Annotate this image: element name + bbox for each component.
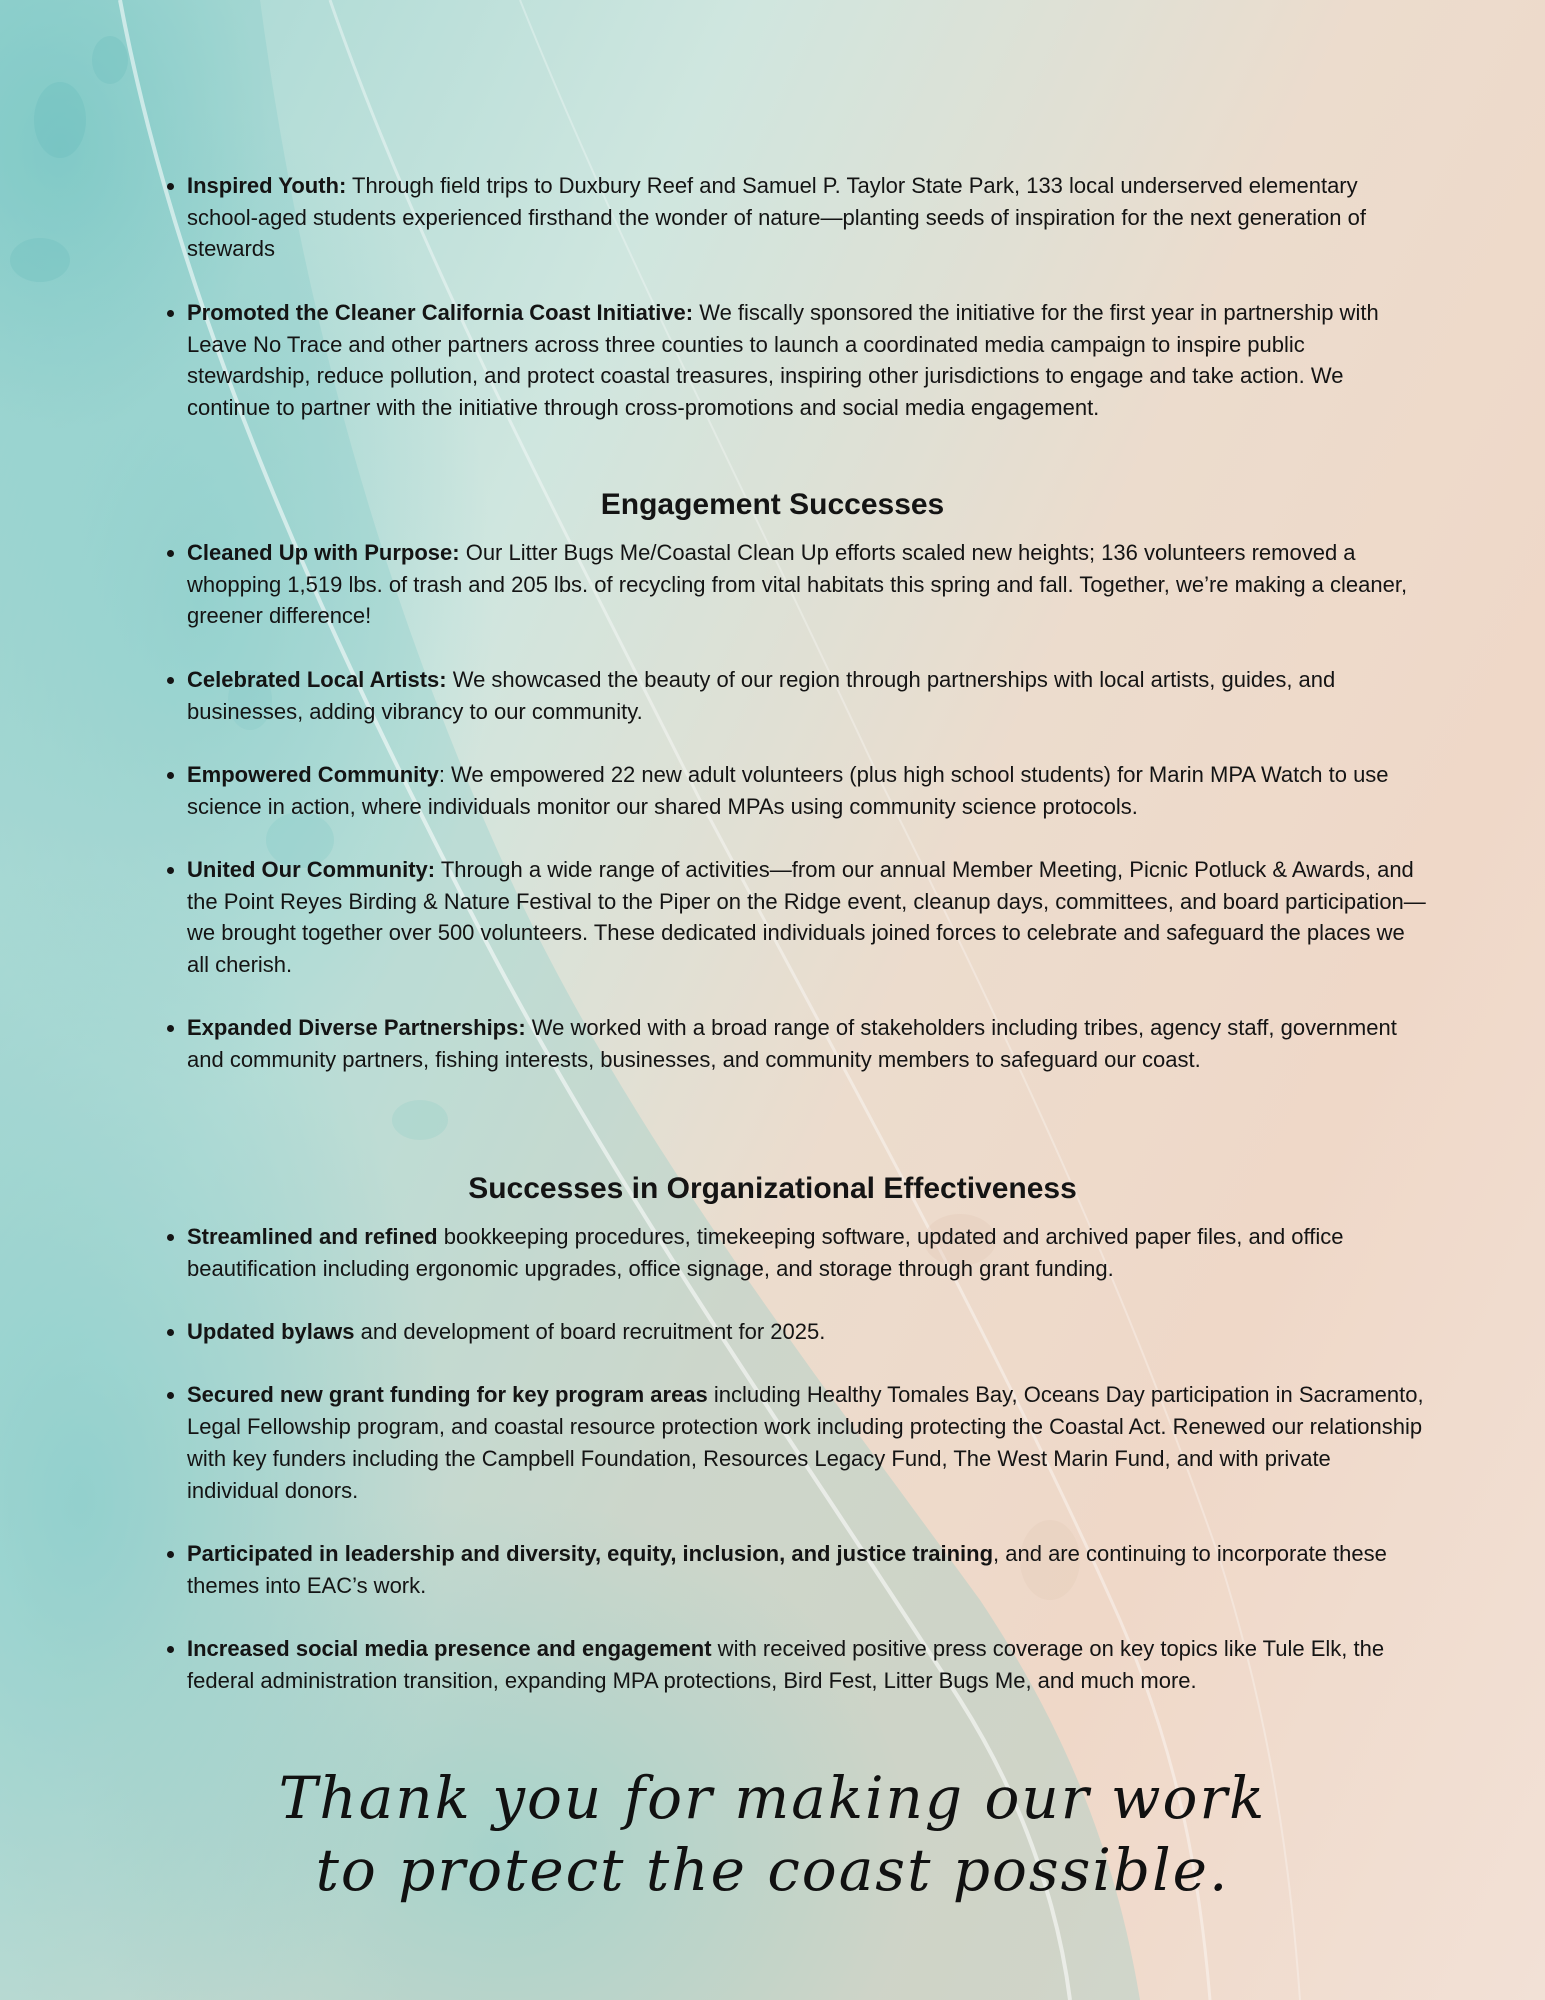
item-lead: Updated bylaws <box>187 1319 355 1345</box>
list-item <box>187 537 1427 632</box>
list-item <box>187 854 1427 981</box>
item-lead: Celebrated Local Artists: <box>187 666 447 692</box>
item-text: We fiscally sponsored the initiative for the first year in partnership with Leave No Trace and other partners across three counties to launch a coordinated media campaign to inspire public stewardship, reduce pollution, and protect coastal treasures, inspiring other jurisdictions to engage and take action. We continue to partner with the initiative through cross-promotions and social media engagement. <box>187 299 1379 420</box>
list-item <box>187 1633 1427 1696</box>
list-item <box>187 1316 1427 1348</box>
list-item <box>187 170 1427 265</box>
item-text: including Healthy Tomales Bay, Oceans Day participation in Sacramento, Legal Fellowship program, and coastal resource protection work including protecting the Coastal Act. Renewed our relationship with key funders including the Campbell Foundation, Resources Legacy Fund, The West Marin Fund, and with private individual donors. <box>187 1382 1424 1503</box>
closing-line-1: Thank you for making our work <box>278 1764 1267 1832</box>
closing-line-2: to protect the coast possible. <box>315 1836 1230 1904</box>
item-text: Through field trips to Duxbury Reef and Samuel P. Taylor State Park, 133 local underserved elementary school-aged students experienced firsthand the wonder of nature—planting seeds of inspiration for the next generation of stewards <box>187 173 1366 262</box>
organizational-heading: Successes in Organizational Effectiveness <box>468 1172 1077 1205</box>
list-item <box>187 1221 1427 1284</box>
item-text: Our Litter Bugs Me/Coastal Clean Up efforts scaled new heights; 136 volunteers removed a whopping 1,519 lbs. of trash and 205 lbs. of recycling from vital habitats this spring and fall. Together, we’re making a cleaner, greener difference! <box>187 540 1408 629</box>
organizational-list <box>157 1221 1427 1696</box>
list-item <box>187 759 1427 822</box>
engagement-list <box>157 537 1427 1076</box>
intro-list <box>157 170 1427 424</box>
item-text: : We empowered 22 new adult volunteers (plus high school students) for Marin MPA Watch to use science in action, where individuals monitor our shared MPAs using community science protocols. <box>187 761 1389 819</box>
engagement-heading: Engagement Successes <box>600 488 945 521</box>
item-text: and development of board recruitment for 2025. <box>354 1319 826 1345</box>
list-item <box>187 1538 1427 1601</box>
list-item <box>187 297 1427 424</box>
item-text: Through a wide range of activities—from our annual Member Meeting, Picnic Potluck & Awards, and the Point Reyes Birding & Nature Festival to the Piper on the Ridge event, cleanup days, committees, and board participation—we brought together over 500 volunteers. These dedicated individuals joined forces to celebrate and safeguard the places we all cherish. <box>187 856 1426 978</box>
closing-message <box>0 1762 1545 1906</box>
item-lead: Secured new grant funding for key program areas <box>187 1382 708 1408</box>
item-lead: Promoted the Cleaner California Coast Initiative: <box>187 299 694 325</box>
item-text: , and are continuing to incorporate these themes into EAC’s work. <box>187 1540 1387 1598</box>
item-lead: Empowered Community <box>187 761 439 787</box>
item-text: We showcased the beauty of our region through partnerships with local artists, guides, and businesses, adding vibrancy to our community. <box>187 666 1336 724</box>
item-lead: Increased social media presence and engagement <box>187 1636 712 1662</box>
list-item <box>187 1012 1427 1075</box>
item-text: We worked with a broad range of stakeholders including tribes, agency staff, government and community partners, fishing interests, businesses, and community members to safeguard our coast. <box>187 1015 1397 1073</box>
list-item <box>187 1379 1427 1506</box>
item-lead: Expanded Diverse Partnerships: <box>187 1015 526 1041</box>
list-item <box>187 664 1427 727</box>
item-lead: Cleaned Up with Purpose: <box>187 540 460 565</box>
item-lead: United Our Community: <box>187 856 436 882</box>
item-text: with received positive press coverage on key topics like Tule Elk, the federal administration transition, expanding MPA protections, Bird Fest, Litter Bugs Me, and much more. <box>187 1636 1385 1693</box>
item-lead: Streamlined and refined <box>187 1224 438 1249</box>
item-lead: Participated in leadership and diversity, equity, inclusion, and justice training <box>187 1540 994 1566</box>
item-lead: Inspired Youth: <box>187 173 347 198</box>
item-text: bookkeeping procedures, timekeeping software, updated and archived paper files, and office beautification including ergonomic upgrades, office signage, and storage through grant funding. <box>187 1224 1344 1281</box>
